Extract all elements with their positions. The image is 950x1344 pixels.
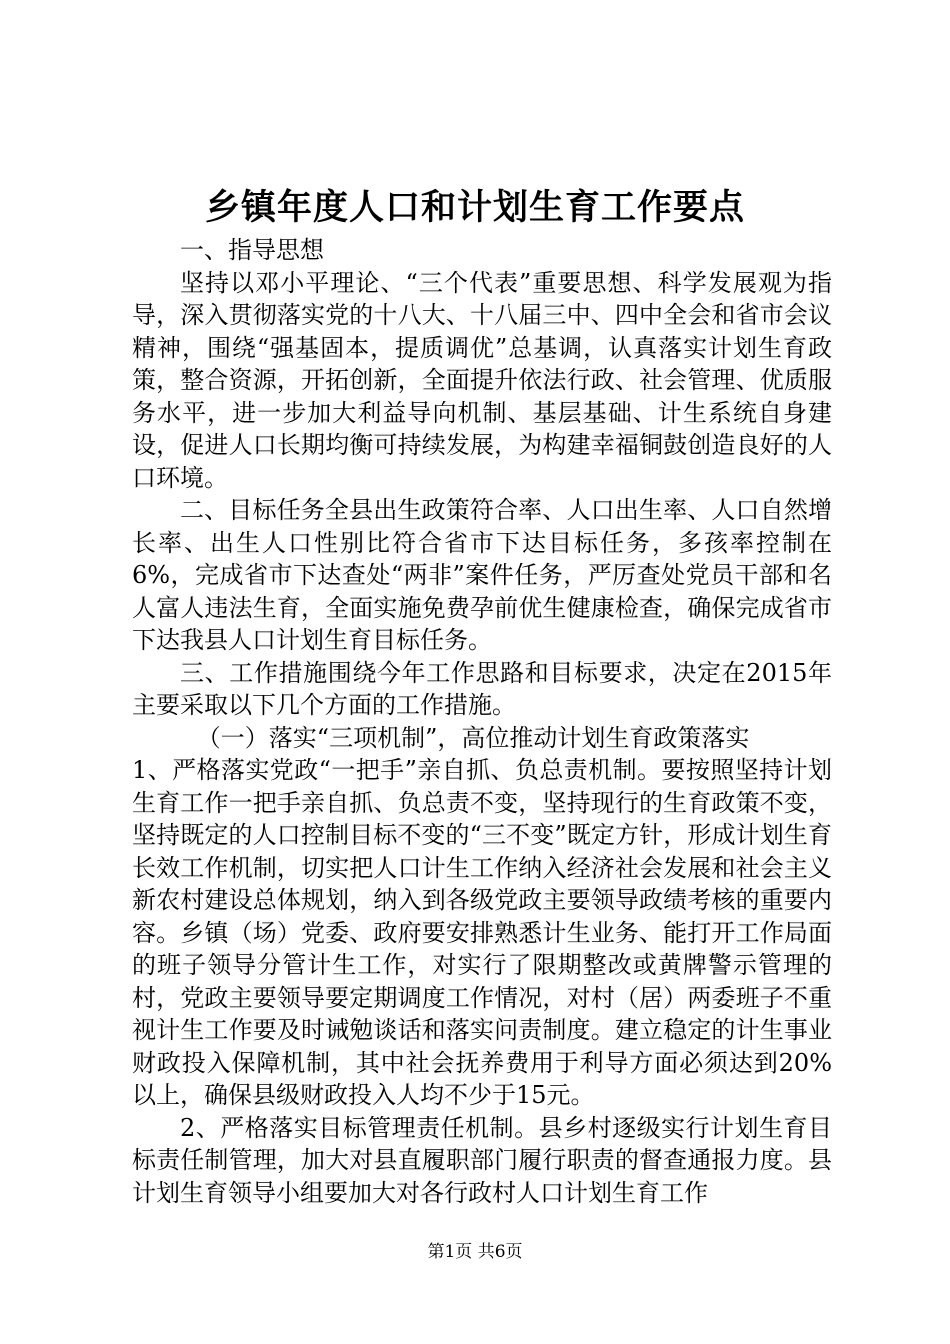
paragraph-goals-tasks: 二、目标任务全县出生政策符合率、人口出生率、人口自然增长率、出生人口性别比符合省市下达目标任务，多孩率控制在6%，完成省市下达查处“两非”案件任务，严厉查处党员干部和名人富人违法生育，全面实施免费孕前优生健康检查，确保完成省市下达我县人口计划生育目标任务。 <box>132 496 832 654</box>
page-number-footer: 第1页 共6页 <box>427 1242 523 1262</box>
paragraph-guiding-ideology: 坚持以邓小平理论、“三个代表”重要思想、科学发展观为指导，深入贯彻落实党的十八大、十八届三中、四中全会和省市会议精神，围绕“强基固本，提质调优”总基调，认真落实计划生育政策，整合资源，开拓创新，全面提升依法行政、社会管理、优质服务水平，进一步加大利益导向机制、基层基础、计生系统自身建设，促进人口长期均衡可持续发展，为构建幸福铜鼓创造良好的人口环境。 <box>132 268 832 492</box>
sub-heading-three-mechanisms: （一）落实“三项机制”，高位推动计划生育政策落实 <box>196 723 750 752</box>
paragraph-work-measures: 三、工作措施围绕今年工作思路和目标要求，决定在2015年主要采取以下几个方面的工作措施。 <box>132 658 832 719</box>
document-title: 乡镇年度人口和计划生育工作要点 <box>204 187 745 228</box>
document-body <box>132 234 832 1209</box>
paragraph-item-2: 2、严格落实目标管理责任机制。县乡村逐级实行计划生育目标责任制管理，加大对县直履职部门履行职责的督查通报力度。县计划生育领导小组要加大对各行政村人口计划生育工作 <box>132 1113 832 1207</box>
section-heading-guiding-ideology: 一、指导思想 <box>180 236 324 264</box>
paragraph-item-1: 1、严格落实党政“一把手”亲自抓、负总责机制。要按照坚持计划生育工作一把手亲自抓、负总责不变，坚持现行的生育政策不变，坚持既定的人口控制目标不变的“三不变”既定方针，形成计划生育长效工作机制，切实把人口计生工作纳入经济社会发展和社会主义新农村建设总体规划，纳入到各级党政主要领导政绩考核的重要内容。乡镇（场）党委、政府要安排熟悉计生业务、能打开工作局面的班子领导分管计生工作，对实行了限期整改或黄牌警示管理的村，党政主要领导要定期调度工作情况，对村（居）两委班子不重视计生工作要及时诫勉谈话和落实问责制度。建立稳定的计生事业财政投入保障机制，其中社会抚养费用于利导方面必须达到20%以上，确保县级财政投入人均不少于15元。 <box>132 756 832 1109</box>
